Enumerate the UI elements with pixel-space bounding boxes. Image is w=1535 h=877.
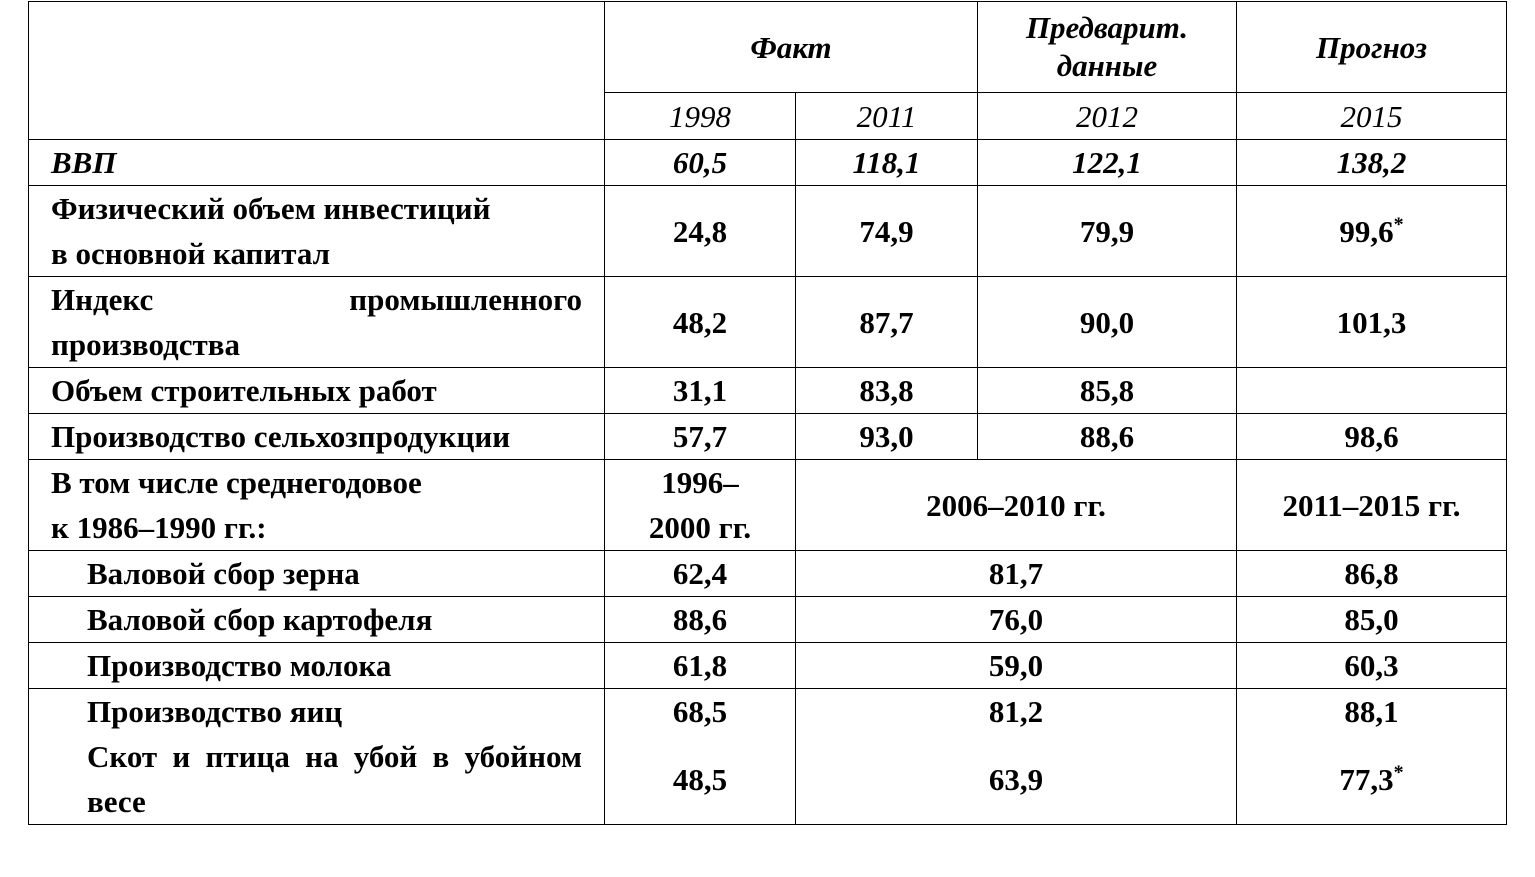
value: 77,3 — [1339, 761, 1394, 797]
table-row — [29, 643, 1507, 689]
cell: 101,3 — [1237, 277, 1507, 368]
label-line: к 1986–1990 гг.: — [51, 510, 267, 545]
cell: 118,1 — [796, 140, 978, 186]
cell: 31,1 — [605, 368, 796, 414]
label-line: Физический объем инвестиций — [51, 191, 491, 226]
label-line: в основной капитал — [51, 236, 331, 271]
cell — [1237, 734, 1507, 825]
cell: 76,0 — [796, 597, 1237, 643]
period-line: 1996– — [661, 465, 739, 500]
footnote-mark: * — [1393, 761, 1404, 784]
cell: 93,0 — [796, 414, 978, 460]
year-2011: 2011 — [796, 93, 978, 140]
cell: 74,9 — [796, 186, 978, 277]
table-row — [29, 368, 1507, 414]
cell: 87,7 — [796, 277, 978, 368]
cell: 81,2 — [796, 689, 1237, 735]
cell: 48,2 — [605, 277, 796, 368]
period-2011-2015: 2011–2015 гг. — [1237, 460, 1507, 551]
year-2015: 2015 — [1237, 93, 1507, 140]
period-2006-2010: 2006–2010 гг. — [796, 460, 1237, 551]
cell: 68,5 — [605, 689, 796, 735]
value: 99,6 — [1339, 213, 1394, 249]
cell: 85,8 — [978, 368, 1237, 414]
cell: 88,6 — [978, 414, 1237, 460]
cell: 62,4 — [605, 551, 796, 597]
cell: 24,8 — [605, 186, 796, 277]
table-row — [29, 551, 1507, 597]
row-label-avg — [29, 460, 605, 551]
table-row — [29, 689, 1507, 735]
row-label-agri: Производство сельхозпродукции — [29, 414, 605, 460]
cell: 81,7 — [796, 551, 1237, 597]
row-label-potato: Валовой сбор картофеля — [29, 597, 605, 643]
cell: 48,5 — [605, 734, 796, 825]
corner-cell — [29, 2, 605, 140]
table-row — [29, 460, 1507, 551]
cell: 79,9 — [978, 186, 1237, 277]
table-row — [29, 277, 1507, 368]
cell: 57,7 — [605, 414, 796, 460]
table-row — [29, 597, 1507, 643]
row-label-construction: Объем строительных работ — [29, 368, 605, 414]
cell — [1237, 186, 1507, 277]
period-line: 2000 гг. — [648, 510, 752, 545]
table-row — [29, 186, 1507, 277]
row-label-gdp: ВВП — [29, 140, 605, 186]
header-forecast: Прогноз — [1237, 2, 1507, 93]
cell: 98,6 — [1237, 414, 1507, 460]
row-label-grain: Валовой сбор зерна — [29, 551, 605, 597]
year-1998: 1998 — [605, 93, 796, 140]
table-row — [29, 734, 1507, 825]
cell: 122,1 — [978, 140, 1237, 186]
cell: 88,6 — [605, 597, 796, 643]
period-1996-2000 — [605, 460, 796, 551]
cell: 60,5 — [605, 140, 796, 186]
data-table — [28, 1, 1507, 825]
cell: 138,2 — [1237, 140, 1507, 186]
cell: 86,8 — [1237, 551, 1507, 597]
label-line: В том числе среднегодовое — [51, 465, 422, 500]
cell: 59,0 — [796, 643, 1237, 689]
row-label-invest — [29, 186, 605, 277]
cell: 90,0 — [978, 277, 1237, 368]
row-label-cattle: Скот и птица на убой в убойном весе — [29, 734, 605, 825]
header-prelim: Предварит. данные — [978, 2, 1237, 93]
footnote-mark: * — [1393, 213, 1404, 236]
row-label-industry: Индекс промышленного производства — [29, 277, 605, 368]
row-label-eggs: Производство яиц — [29, 689, 605, 735]
header-fact: Факт — [605, 2, 978, 93]
cell: 88,1 — [1237, 689, 1507, 735]
cell: 61,8 — [605, 643, 796, 689]
cell: 63,9 — [796, 734, 1237, 825]
table-row — [29, 140, 1507, 186]
cell: 60,3 — [1237, 643, 1507, 689]
cell: 85,0 — [1237, 597, 1507, 643]
row-label-milk: Производство молока — [29, 643, 605, 689]
table-row — [29, 414, 1507, 460]
year-2012: 2012 — [978, 93, 1237, 140]
cell: 83,8 — [796, 368, 978, 414]
cell — [1237, 368, 1507, 414]
